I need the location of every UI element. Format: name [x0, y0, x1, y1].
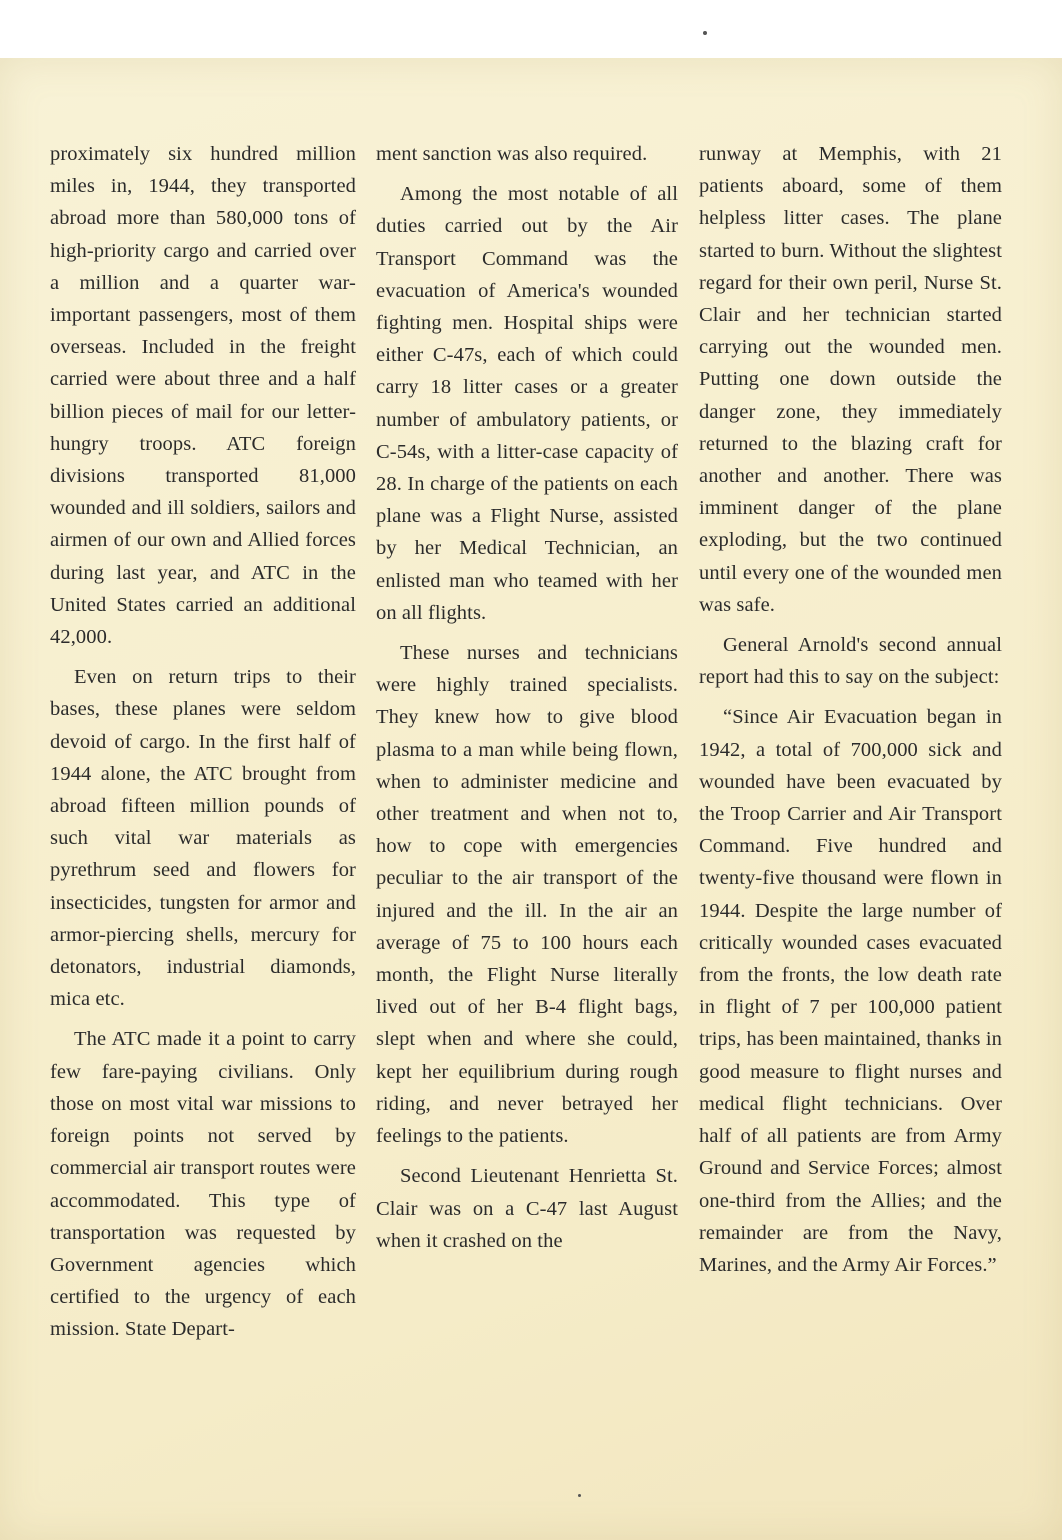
- paragraph: runway at Memphis, with 21 patients aboard, some of them helpless litter cases. The plane started to burn. Without the slightest regard for their own peril, Nurse St. Clair and her technician started carrying out the wounded men. Putting one down outside the danger zone, they immediately returned to the blazing craft for another and another. There was imminent danger of the plane exploding, but the two continued until every one of the wounded men was safe.: [699, 143, 1002, 616]
- paragraph: Among the most notable of all duties carried out by the Air Transport Command was the evacuation of America's wounded fighting men. Hospital ships were either C-47s, each of which could carry 18 litter cases or a greater number of ambulatory patients, or C-54s, with a litter-case capacity of 28. In charge of the patients on each plane was a Flight Nurse, assisted by her Medical Technician, an enlisted man who teamed with her on all flights.: [376, 183, 678, 624]
- magazine-page: [0, 58, 1062, 1540]
- paper-speck: [703, 31, 707, 35]
- paragraph: “Since Air Evacuation began in 1942, a total of 700,000 sick and wounded have been evacuated by the Troop Carrier and Air Transport Command. Five hundred and twenty-five thousand were flown in 1944. Despite the large number of critically wounded cases evacuated from the fronts, the low death rate in flight of 7 per 100,000 patient trips, has been maintained, thanks in good measure to flight nurses and medical flight technicians. Over half of all patients are from Army Ground and Service Forces; almost one-third from the Allies; and the remainder are from the Navy, Marines, and the Army Air Forces.”: [699, 706, 1002, 1276]
- paragraph: These nurses and technicians were highly trained specialists. They knew how to give blood plasma to a man while being flown, when to administer medicine and other treatment and when not to, how to cope with emergencies peculiar to the air transport of the injured and the ill. In the air an average of 75 to 100 hours each month, the Flight Nurse literally lived out of her B-4 flight bags, slept when and where she could, kept her equilibrium during rough riding, and never betrayed her feelings to the patients.: [376, 642, 678, 1148]
- text-column-3: [699, 138, 1002, 1289]
- text-column-1: [50, 138, 356, 1354]
- paper-speck: [578, 1494, 581, 1497]
- paragraph: Even on return trips to their bases, these planes were seldom devoid of cargo. In the first half of 1944 alone, the ATC brought from abroad fifteen million pounds of such vital war materials as pyrethrum seed and flowers for insecticides, tungsten for armor and armor-piercing shells, mercury for detonators, industrial diamonds, mica etc.: [50, 666, 356, 1011]
- paragraph: Second Lieutenant Henrietta St. Clair was on a C-47 last August when it crashed on the: [376, 1165, 678, 1252]
- paragraph: ment sanction was also required.: [376, 143, 648, 165]
- paragraph: The ATC made it a point to carry few fare-paying civilians. Only those on most vital war missions to foreign points not served by commercial air transport routes were accommodated. This type of transportation was requested by Government agencies which certified to the urgency of each mission. State Depart-: [50, 1028, 356, 1341]
- text-column-2: [376, 138, 678, 1265]
- paragraph: General Arnold's second annual report had this to say on the subject:: [699, 634, 1002, 689]
- paragraph: proximately six hundred million miles in, 1944, they transported abroad more than 580,000 tons of high-priority cargo and carried over a million and a quarter war-important passengers, most of them overseas. Included in the freight carried were about three and a half billion pieces of mail for our letter-hungry troops. ATC foreign divisions transported 81,000 wounded and ill soldiers, sailors and airmen of our own and Allied forces during last year, and ATC in the United States carried an additional 42,000.: [50, 143, 356, 649]
